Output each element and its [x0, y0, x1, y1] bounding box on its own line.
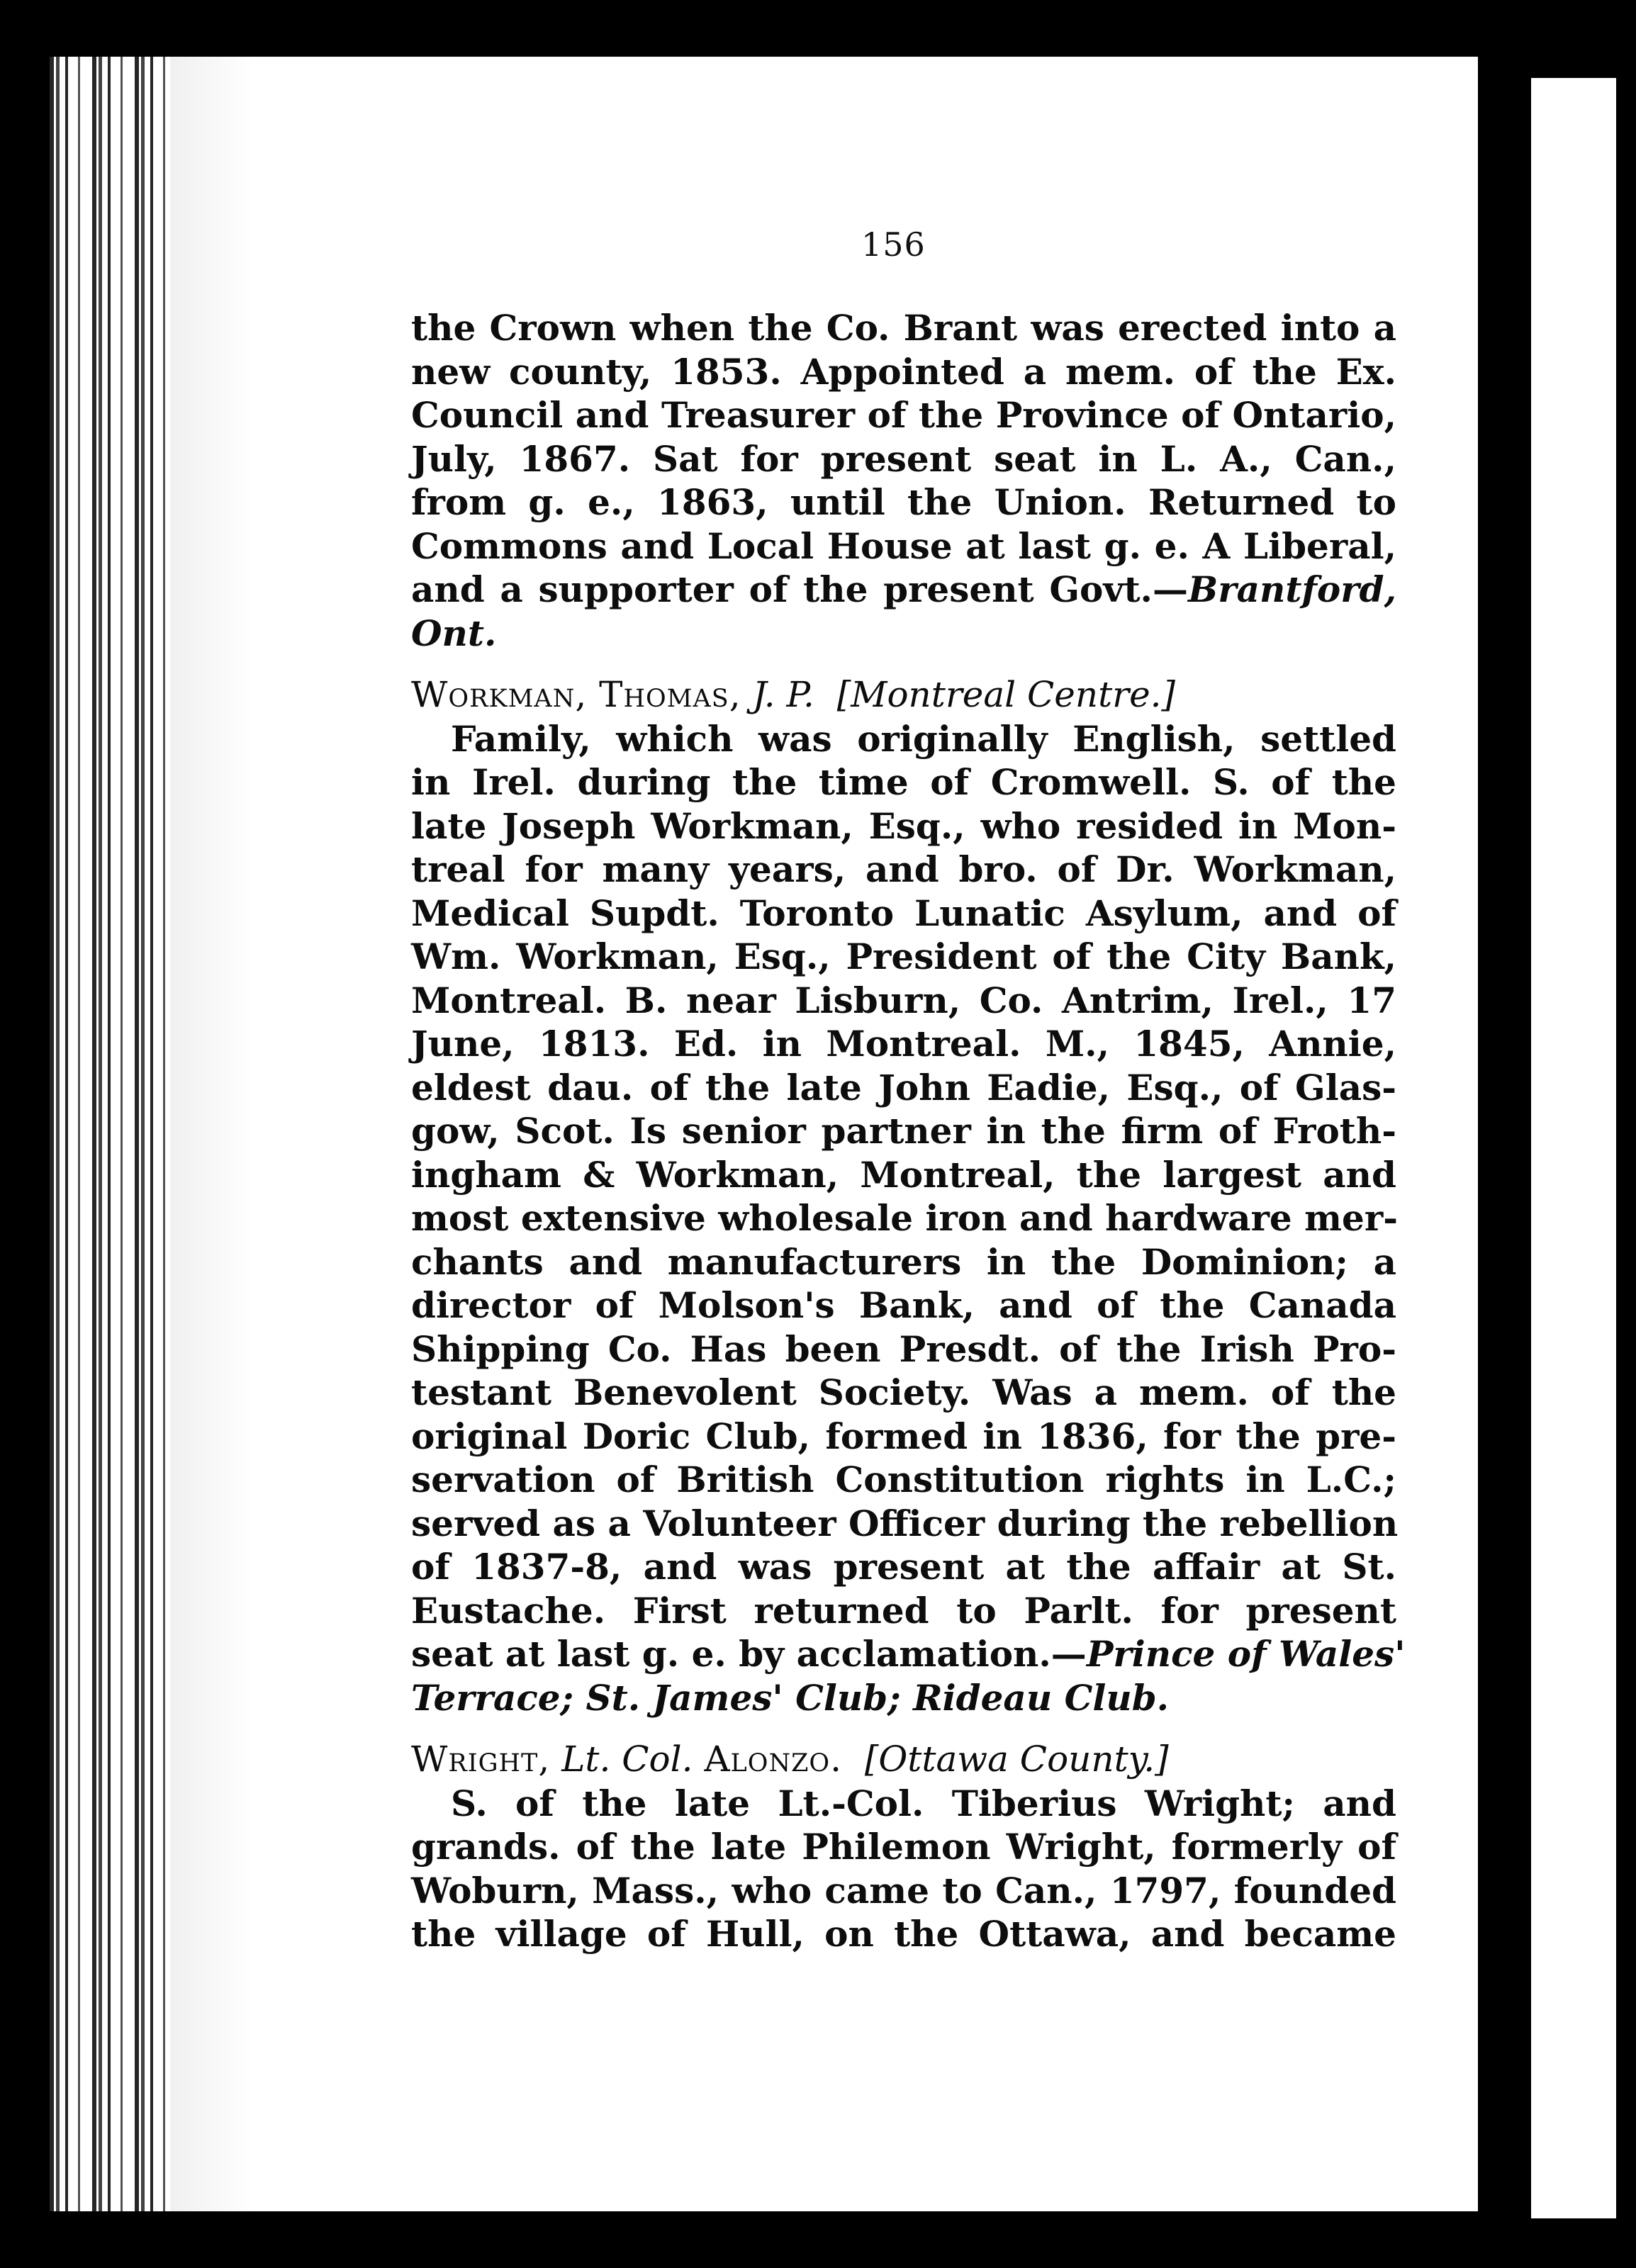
text-line: Montreal. B. near Lisburn, Co. Antrim, Irel., 17	[411, 979, 1396, 1021]
text-line: June, 1813. Ed. in Montreal. M., 1845, Annie,	[411, 1023, 1396, 1065]
text-line: of 1837-8, and was present at the affair at St.	[411, 1546, 1396, 1588]
text-line: late Joseph Workman, Esq., who resided in Mon-	[411, 804, 1396, 847]
entry-given-name: Alonzo.	[704, 1739, 843, 1780]
next-page-edge	[1531, 78, 1616, 2218]
text-line	[411, 568, 1396, 612]
binding-gutter	[50, 57, 170, 2211]
text-line: treal for many years, and bro. of Dr. Workman,	[411, 848, 1396, 890]
text-line: served as a Volunteer Officer during the rebellion	[411, 1502, 1399, 1544]
gutter-shadow	[170, 57, 255, 2211]
text-line: S. of the late Lt.-Col. Tiberius Wright; and	[451, 1782, 1396, 1824]
text-line: new county, 1853. Appointed a mem. of the Ex.	[411, 350, 1396, 393]
entry-title: J. P.	[752, 674, 814, 715]
text-line: Eustache. First returned to Parlt. for present	[411, 1589, 1396, 1632]
text-line: from g. e., 1863, until the Union. Returned to	[411, 481, 1396, 523]
text-segment: and a supporter of the present Govt.—	[411, 568, 1188, 610]
text-line: director of Molson's Bank, and of the Canada	[411, 1284, 1396, 1326]
entry-constituency: [Montreal Centre.]	[836, 674, 1176, 715]
scan-border-bottom	[0, 2211, 1636, 2268]
scan-border-right	[1616, 0, 1636, 2268]
text-line: Commons and Local House at last g. e. A Liberal,	[411, 524, 1396, 567]
address-italic: Brantford,	[1187, 568, 1396, 610]
text-segment: seat at last g. e. by acclamation.—	[411, 1633, 1087, 1675]
text-line: most extensive wholesale iron and hardware mer-	[411, 1197, 1398, 1239]
text-line: gow, Scot. Is senior partner in the firm of Froth-	[411, 1110, 1396, 1152]
text-line: Shipping Co. Has been Presdt. of the Irish Pro-	[411, 1327, 1396, 1370]
address-italic: Prince of Wales'	[1086, 1633, 1406, 1675]
text-line: Family, which was originally English, settled	[451, 717, 1396, 760]
address-italic: Terrace; St. James' Club; Rideau Club.	[411, 1676, 1170, 1719]
text-line: grands. of the late Philemon Wright, formerly of	[411, 1826, 1396, 1868]
text-line: chants and manufacturers in the Dominion; a	[411, 1240, 1396, 1283]
text-line: testant Benevolent Society. Was a mem. of the	[411, 1371, 1396, 1413]
entry-heading	[411, 1738, 1396, 1782]
entry-title: Lt. Col.	[561, 1739, 693, 1780]
entry-constituency: [Ottawa County.]	[864, 1739, 1169, 1780]
text-line: in Irel. during the time of Cromwell. S. of the	[411, 761, 1396, 803]
address-italic: Ont.	[411, 612, 497, 654]
text-line: servation of British Constitution rights in L.C.;	[411, 1459, 1396, 1500]
text-line: Medical Supdt. Toronto Lunatic Asylum, and of	[411, 892, 1396, 934]
entry-name: Wright,	[411, 1739, 551, 1780]
text-line: the Crown when the Co. Brant was erected into a	[411, 307, 1396, 349]
page-number: 156	[861, 225, 926, 264]
body-text	[411, 306, 1406, 1956]
text-line: the village of Hull, on the Ottawa, and became	[411, 1913, 1396, 1955]
text-line: July, 1867. Sat for present seat in L. A., Can.,	[411, 437, 1396, 480]
text-line: Council and Treasurer of the Province of Ontario,	[411, 394, 1396, 436]
text-line: original Doric Club, formed in 1836, for the pre-	[411, 1415, 1396, 1457]
text-line: eldest dau. of the late John Eadie, Esq., of Glas-	[411, 1066, 1396, 1108]
text-line: ingham & Workman, Montreal, the largest and	[411, 1153, 1396, 1196]
page-edge-shadow	[1478, 43, 1531, 2225]
entry-heading	[411, 673, 1396, 717]
text-line: Wm. Workman, Esq., President of the City Bank,	[411, 936, 1396, 977]
text-line	[411, 1632, 1406, 1676]
text-line: Woburn, Mass., who came to Can., 1797, founded	[411, 1869, 1396, 1911]
scan-border-top	[0, 0, 1636, 57]
entry-name: Workman, Thomas,	[411, 674, 741, 715]
